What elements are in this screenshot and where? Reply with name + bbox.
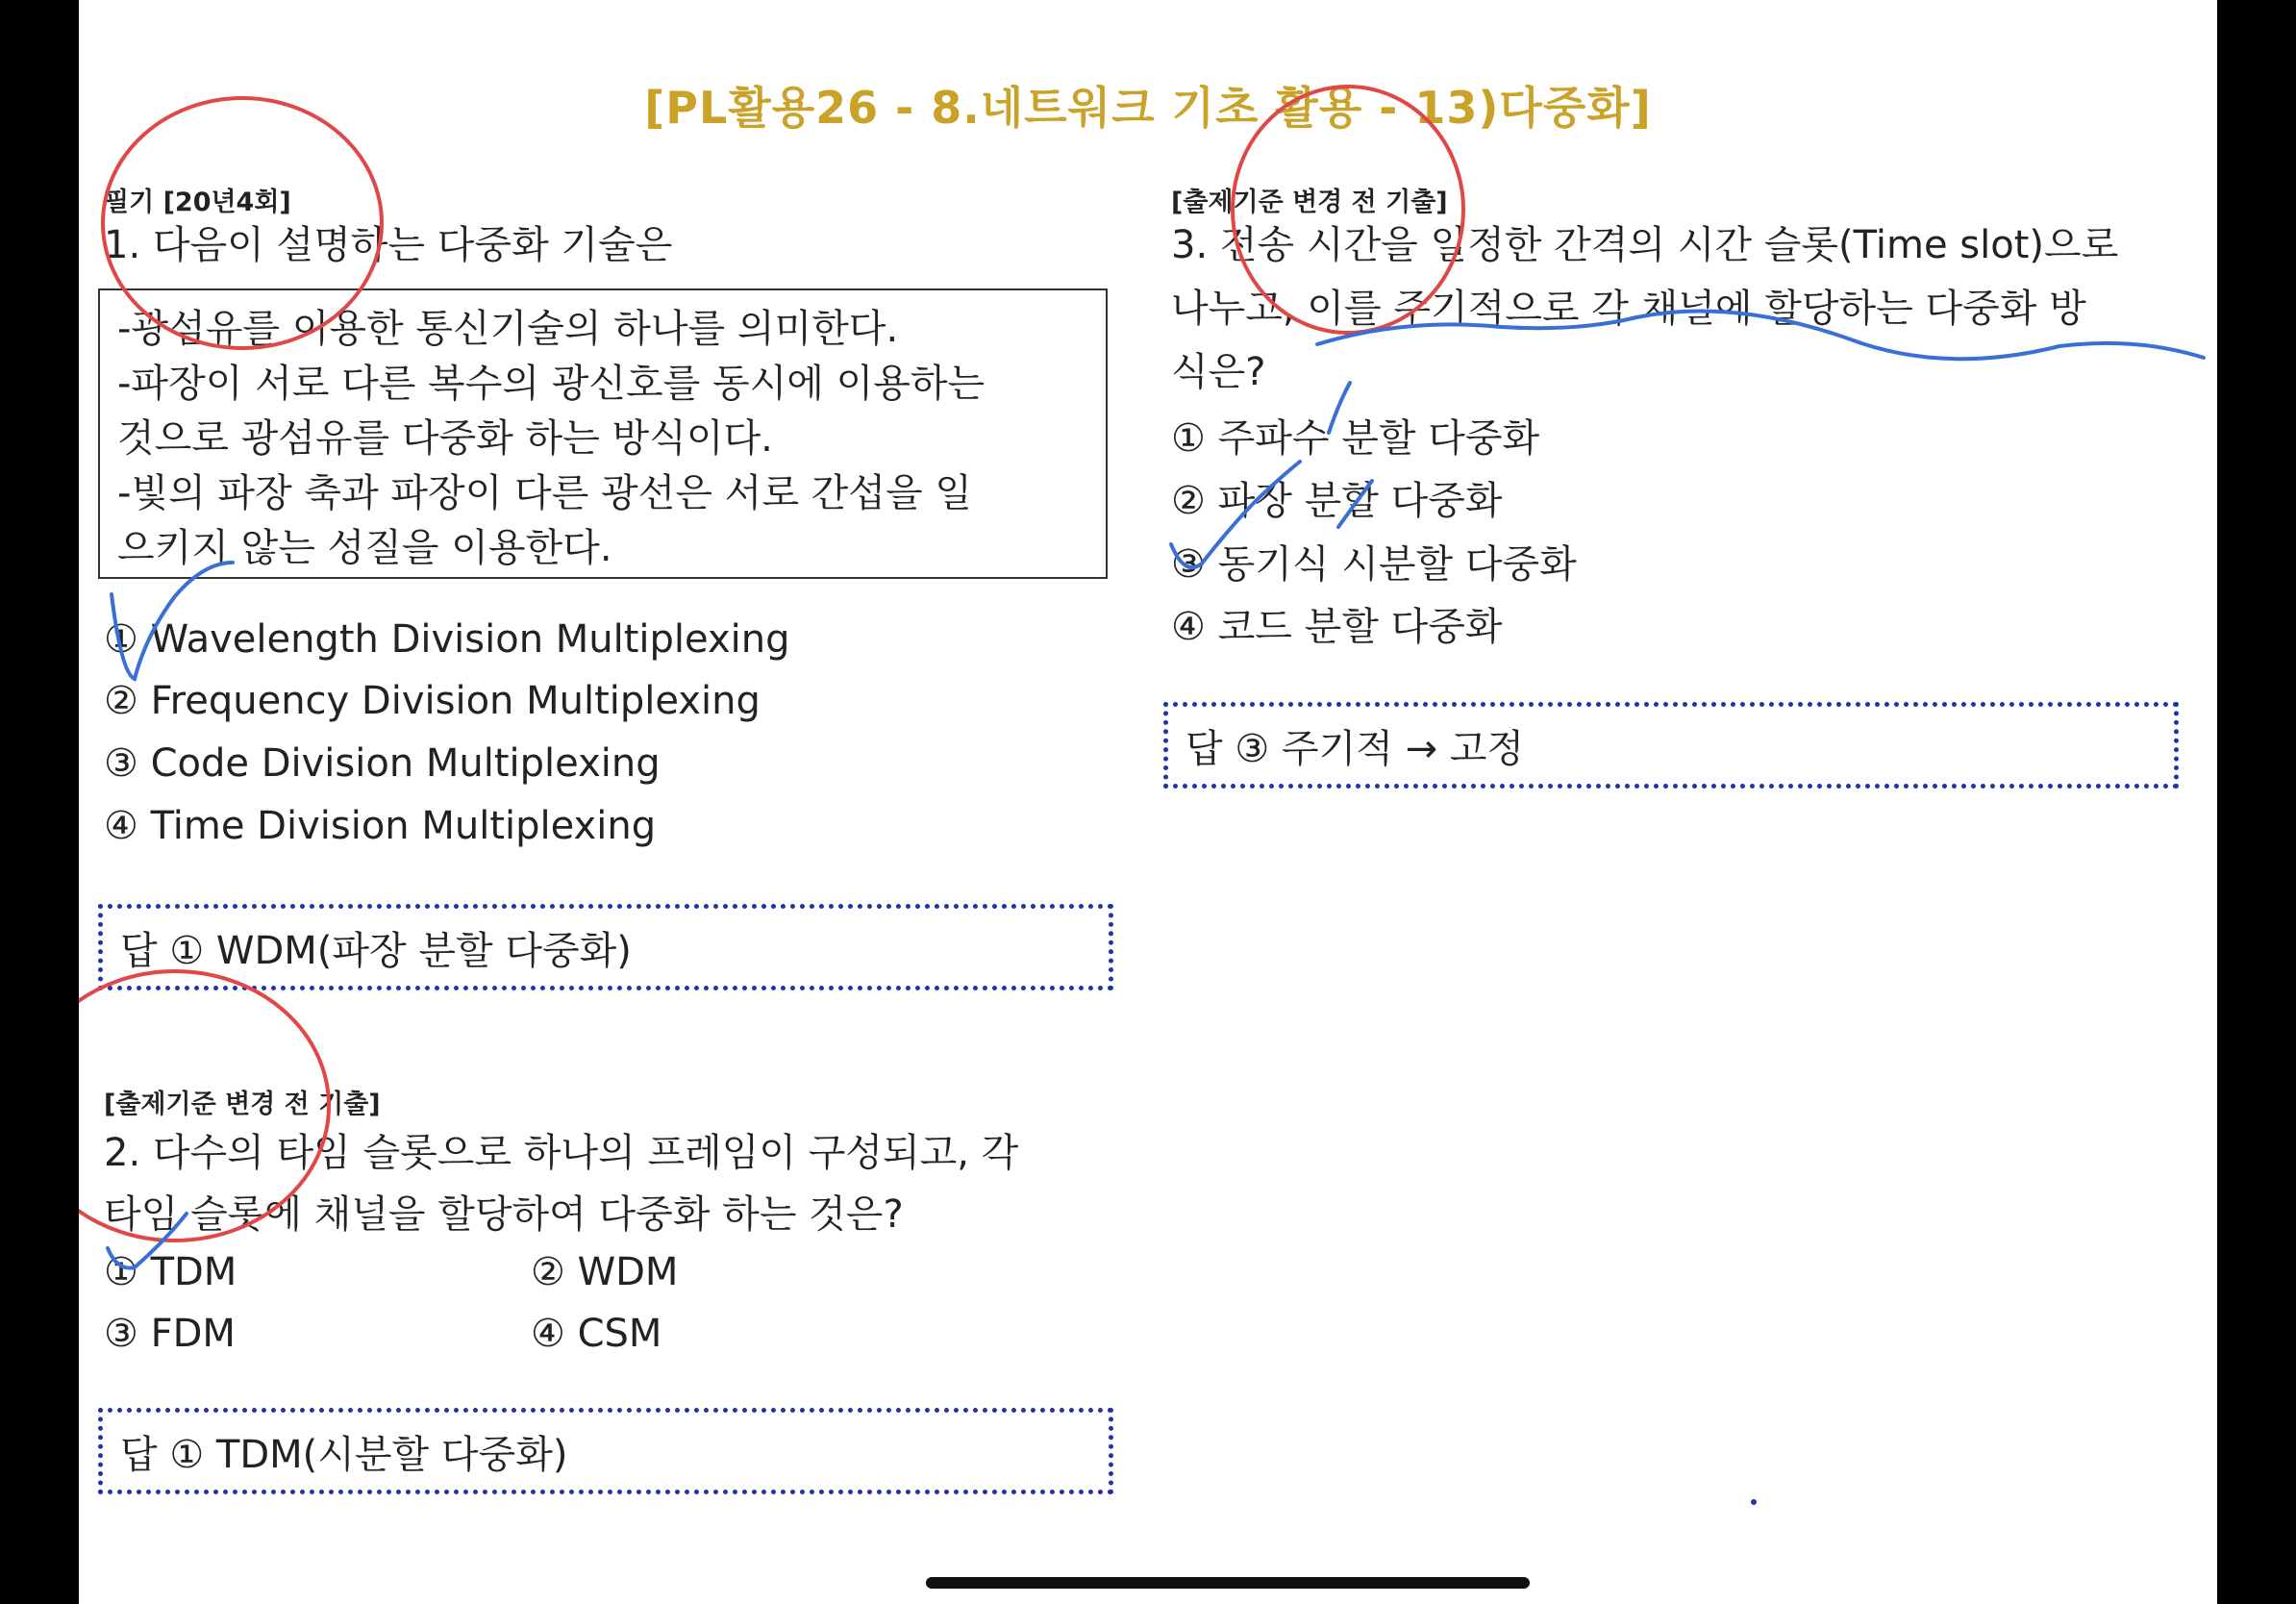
q2-option-3: ③ FDM [104, 1312, 236, 1356]
q1-box-line: 것으로 광섬유를 다중화 하는 방식이다. [117, 416, 773, 461]
q3-option-1: ① 주파수 분할 다중화 [1171, 416, 1540, 461]
q1-option-4: ④ Time Division Multiplexing [104, 804, 657, 848]
q3-stem-line-1: 3. 전송 시간을 일정한 간격의 시간 슬롯(Time slot)으로 [1171, 223, 2119, 267]
q1-option-1: ① Wavelength Division Multiplexing [104, 617, 790, 662]
q3-answer: 답 ③ 주기적 → 고정 [1185, 726, 1525, 771]
q2-stem-line-2: 타임 슬롯에 채널을 할당하여 다중화 하는 것은? [104, 1192, 904, 1237]
q2-option-4: ④ CSM [531, 1312, 662, 1356]
q1-box-line: -빛의 파장 축과 파장이 다른 광선은 서로 간섭을 일 [117, 471, 972, 515]
q3-stem-line-3: 식은? [1171, 350, 1266, 394]
q1-box-line: -파장이 서로 다른 복수의 광신호를 동시에 이용하는 [117, 362, 986, 406]
q1-tag: 필기 [20년4회] [104, 188, 291, 217]
q1-box-line: -광섬유를 이용한 통신기술의 하나를 의미한다. [117, 307, 899, 351]
q2-option-2: ② WDM [531, 1250, 679, 1294]
q3-option-3: ③ 동기식 시분할 다중화 [1171, 542, 1577, 587]
q1-option-2: ② Frequency Division Multiplexing [104, 679, 761, 723]
q1-box-line: 으키지 않는 성질을 이용한다. [117, 526, 612, 570]
q1-answer-box [98, 904, 1113, 990]
q2-tag: [출제기준 변경 전 기출] [104, 1090, 381, 1119]
q3-answer-box [1163, 702, 2179, 789]
q3-option-4: ④ 코드 분할 다중화 [1171, 605, 1503, 649]
q2-answer: 답 ① TDM(시분할 다중화) [120, 1432, 568, 1477]
q2-stem-line-1: 2. 다수의 타임 슬롯으로 하나의 프레임이 구성되고, 각 [104, 1131, 1019, 1175]
page-title: [PL활용26 - 8.네트워크 기초 활용 - 13)다중화] [644, 82, 1652, 134]
q1-description-box [98, 288, 1108, 579]
q1-stem: 1. 다음이 설명하는 다중화 기술은 [104, 223, 673, 267]
q2-answer-box [98, 1408, 1113, 1494]
q1-answer: 답 ① WDM(파장 분할 다중화) [120, 928, 632, 973]
lecture-page [79, 0, 2217, 1604]
q3-option-2: ② 파장 분할 다중화 [1171, 479, 1503, 523]
q1-option-3: ③ Code Division Multiplexing [104, 741, 661, 786]
home-indicator-bar[interactable] [926, 1577, 1530, 1589]
q2-option-1: ① TDM [104, 1250, 237, 1294]
q3-tag: [출제기준 변경 전 기출] [1171, 188, 1448, 217]
blue-dot-annotation [1751, 1499, 1757, 1505]
q3-stem-line-2: 나누고, 이를 주기적으로 각 채널에 할당하는 다중화 방 [1171, 287, 2086, 331]
